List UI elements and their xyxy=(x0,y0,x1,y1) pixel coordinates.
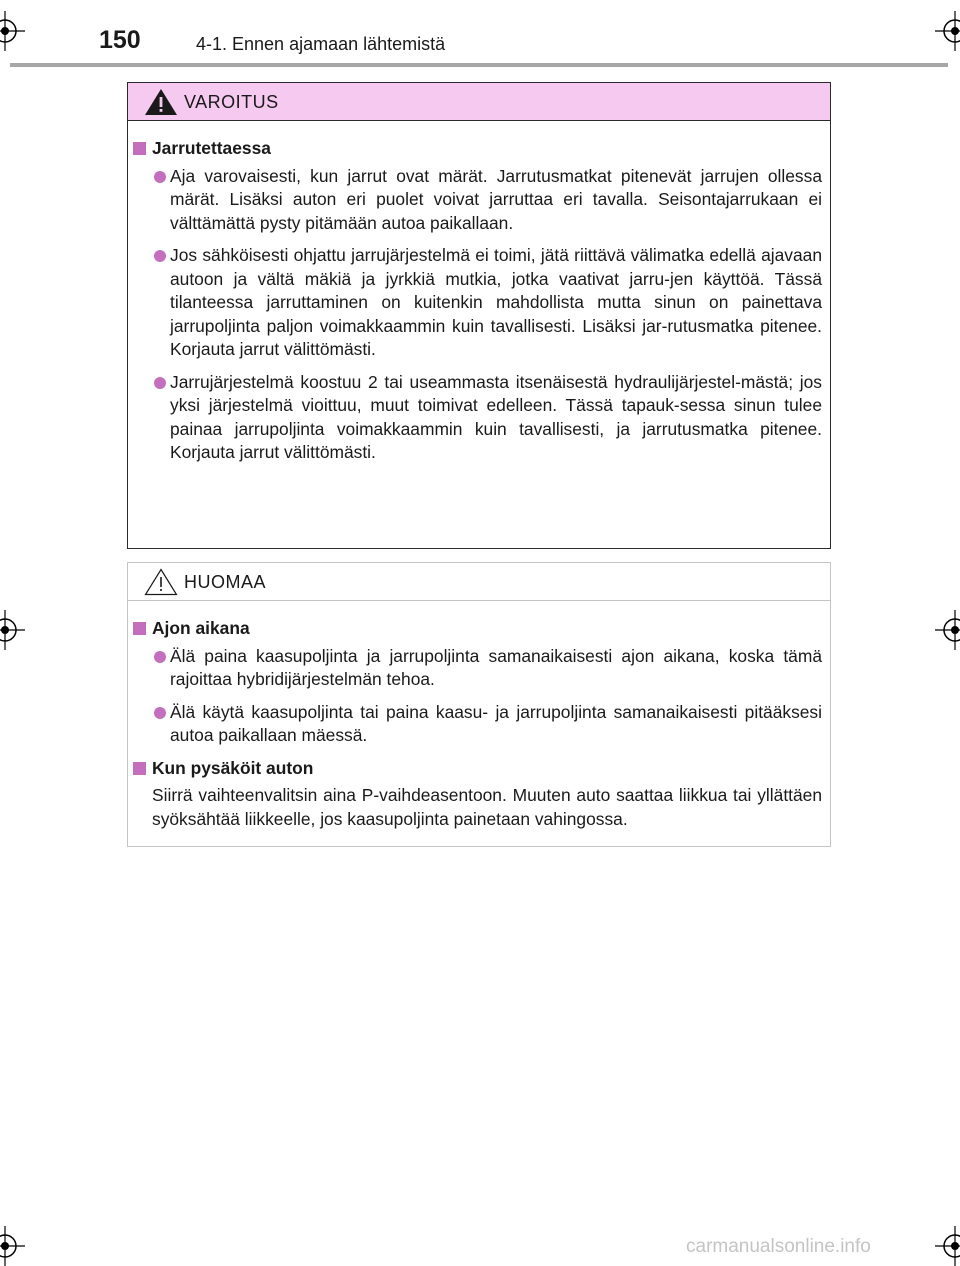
list-item-text: Älä käytä kaasupoljinta tai paina kaasu- ja jarrupoljinta samanaikaisesti pitääksesi autoa paikallaan mäessä. xyxy=(170,701,822,745)
section-title: 4-1. Ennen ajamaan lähtemistä xyxy=(196,34,446,54)
round-bullet-icon xyxy=(154,377,166,389)
list-item-text: Älä paina kaasupoljinta ja jarrupoljinta samanaikaisesti ajon aikana, koska tämä rajoittaa hybridijärjestelmän tehoa. xyxy=(170,645,822,689)
notice-subheading-text: Ajon aikana xyxy=(152,618,250,638)
notice-paragraph: Siirrä vaihteenvalitsin aina P-vaihdeasentoon. Muuten auto saattaa liikkua tai yllättäen syöksähtää liikkeelle, jos kaasupoljinta painetaan vahingossa. xyxy=(152,785,822,829)
registration-mark-icon xyxy=(935,1226,960,1266)
notice-subheading-text: Kun pysäköit auton xyxy=(152,757,314,778)
notice-box xyxy=(127,562,831,847)
square-bullet-icon xyxy=(133,762,146,775)
list-item xyxy=(132,244,822,362)
square-bullet-icon xyxy=(133,622,146,635)
notice-subheading xyxy=(132,757,822,781)
notice-header xyxy=(128,563,830,601)
list-item xyxy=(132,165,822,236)
list-item-text: Jos sähköisesti ohjattu jarrujärjestelmä ei toimi, jätä riittävä välimatka edellä ajavaan autoon ja vältä mäkiä ja jyrkkiä mutkia, jotka vaativat jarru-jen käyttöä. Tässä tilanteessa jarruttaminen on kuitenkin mahdollista mutta sinun on painettava jarrupoljinta paljon voimakkaammin kuin tavallisesti. Lisäksi jar-rutusmatka pitenee. Korjauta jarrut välittömästi. xyxy=(170,245,822,359)
caution-triangle-icon xyxy=(144,568,178,596)
header-divider xyxy=(10,63,948,67)
warning-body xyxy=(128,121,830,465)
list-item xyxy=(132,371,822,465)
round-bullet-icon xyxy=(154,250,166,262)
warning-subheading xyxy=(132,137,822,161)
warning-label: VAROITUS xyxy=(184,92,279,112)
square-bullet-icon xyxy=(133,142,146,155)
registration-mark-icon xyxy=(0,610,25,650)
list-item xyxy=(132,701,822,748)
notice-label: HUOMAA xyxy=(184,572,267,592)
warning-header xyxy=(128,83,830,121)
notice-body xyxy=(128,601,830,831)
list-item-text: Jarrujärjestelmä koostuu 2 tai useammasta itsenäisestä hydraulijärjestel-mästä; jos yksi järjestelmä vioittuu, muut toimivat edelleen. Tässä tapauk-sessa sinun tulee painaa jarrupoljinta voimakkaammin kuin tavallisesti, ja jarrutusmatka pitenee. Korjauta jarrut välittömästi. xyxy=(170,371,822,462)
warning-subheading-text: Jarrutettaessa xyxy=(152,138,271,158)
registration-mark-icon xyxy=(0,1226,25,1266)
round-bullet-icon xyxy=(154,651,166,663)
round-bullet-icon xyxy=(154,171,166,183)
registration-mark-icon xyxy=(935,610,960,650)
list-item xyxy=(132,645,822,692)
round-bullet-icon xyxy=(154,707,166,719)
warning-triangle-icon xyxy=(144,88,178,116)
registration-mark-icon xyxy=(0,11,25,51)
registration-mark-icon xyxy=(935,11,960,51)
page-number: 150 xyxy=(99,26,141,54)
notice-subheading xyxy=(132,617,822,641)
list-item-text: Aja varovaisesti, kun jarrut ovat märät. Jarrutusmatkat pitenevät jarrujen ollessa märät. Lisäksi auton eri puolet voivat jarruttaa eri tavalla. Seisontajarrukaan ei välttämättä pysty pitämään autoa paikallaan. xyxy=(170,165,822,233)
warning-box xyxy=(127,82,831,549)
watermark: carmanualsonline.info xyxy=(686,1236,871,1257)
